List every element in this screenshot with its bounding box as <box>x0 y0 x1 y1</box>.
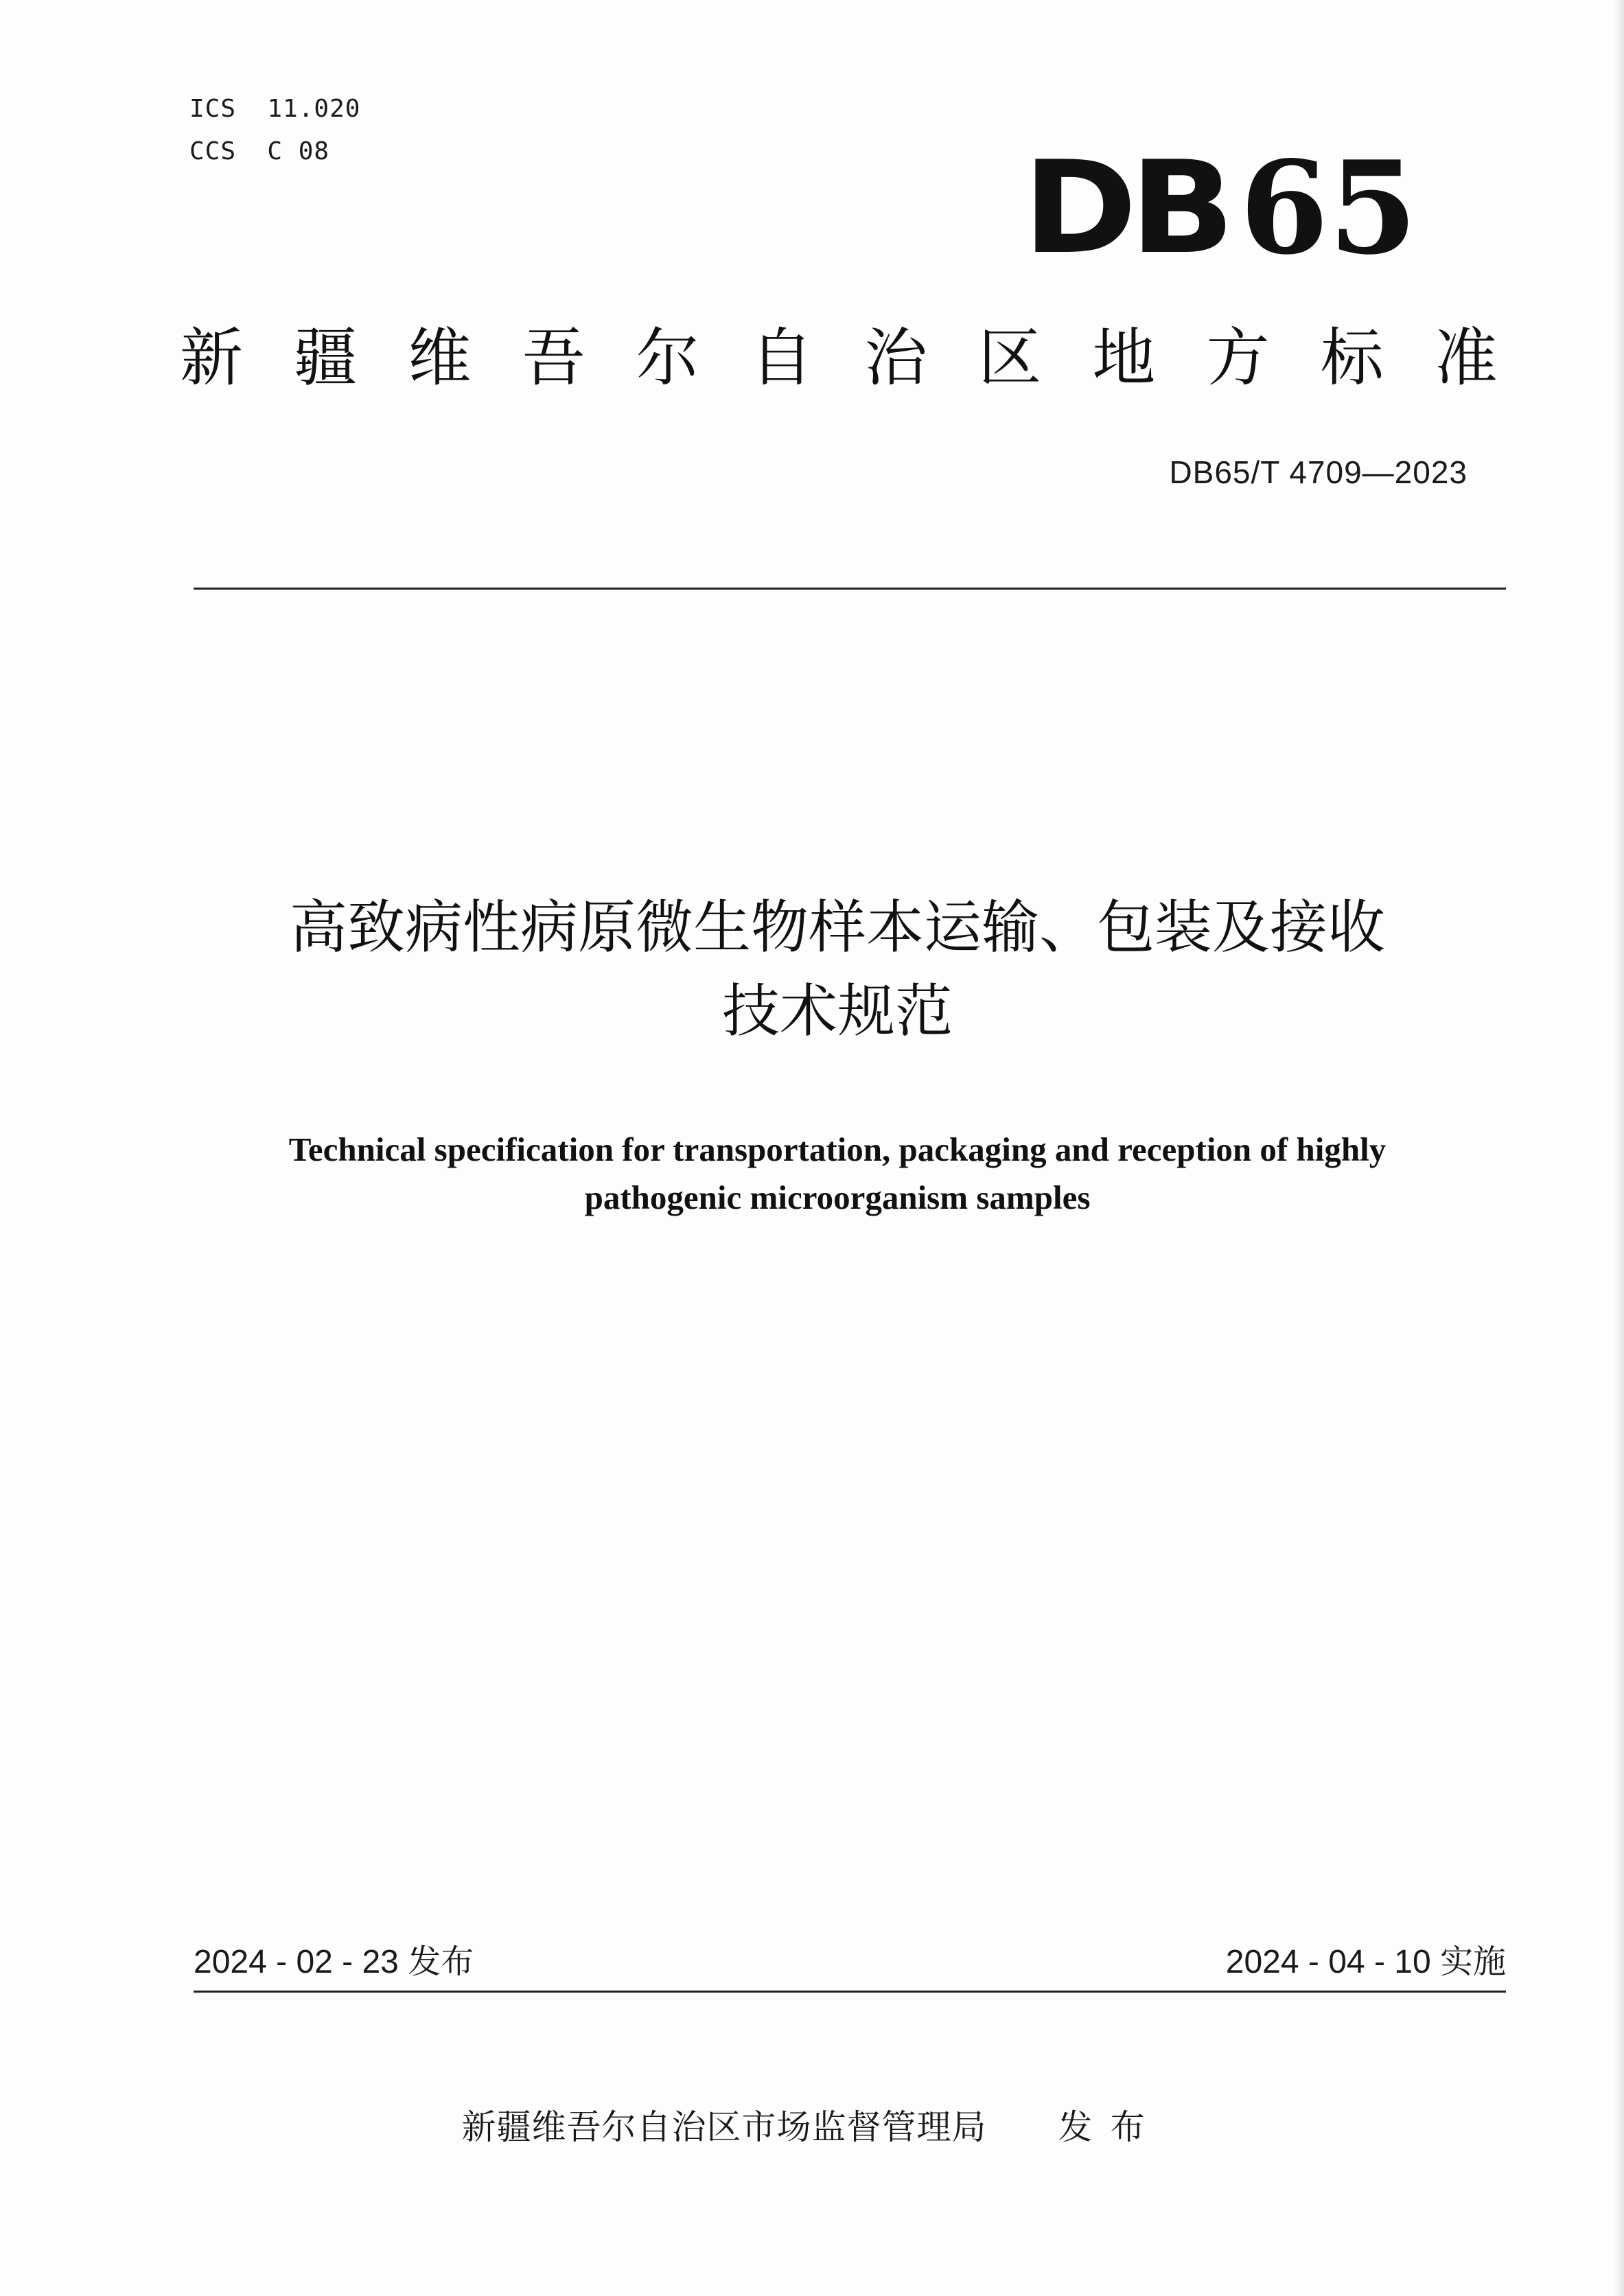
standard-type-char: 治 <box>864 321 928 395</box>
bottom-divider <box>194 1991 1506 1993</box>
ics-code: ICS 11.020 <box>189 95 361 123</box>
standard-type-char: 地 <box>1092 321 1156 395</box>
standard-type-char: 维 <box>408 321 472 395</box>
top-divider <box>194 588 1506 590</box>
standard-type-char: 方 <box>1206 321 1270 395</box>
chinese-title-line-2: 技术规范 <box>721 977 953 1045</box>
publisher-action: 发布 <box>1058 2107 1163 2147</box>
chinese-title-line-1: 高致病性病原微生物样本运输、包装及接收 <box>289 894 1385 961</box>
standard-type-char: 自 <box>750 321 813 395</box>
publisher-line <box>0 2103 1624 2151</box>
english-title <box>158 1126 1517 1222</box>
english-title-line-2: pathogenic microorganism samples <box>584 1179 1091 1216</box>
standard-type-char: 区 <box>978 321 1042 395</box>
db-logo-letters: DB <box>1023 133 1228 282</box>
scan-edge-shadow <box>1614 0 1624 2296</box>
standard-type-char: 标 <box>1320 321 1384 395</box>
standard-type-char: 吾 <box>522 321 585 395</box>
standard-type-heading <box>180 317 1498 399</box>
english-title-line-1: Technical specification for transportation, packaging and reception of highly <box>288 1130 1387 1168</box>
standard-type-char: 疆 <box>294 321 358 395</box>
ccs-code: CCS C 08 <box>189 137 330 165</box>
standard-code: DB65/T 4709—2023 <box>1169 454 1468 490</box>
classification-codes <box>189 88 360 173</box>
effective-date: 2024 - 04 - 10 实施 <box>1225 1944 1506 1980</box>
standard-type-char: 新 <box>180 321 244 395</box>
chinese-title <box>158 885 1517 1053</box>
publisher-agency: 新疆维吾尔自治区市场监督管理局 <box>461 2107 987 2147</box>
db-logo-number: 65 <box>1240 132 1418 283</box>
standard-type-char: 准 <box>1434 321 1498 395</box>
issue-date: 2024 - 02 - 23 发布 <box>194 1944 474 1980</box>
standard-type-char: 尔 <box>636 321 699 395</box>
db65-logo <box>1023 132 1418 283</box>
